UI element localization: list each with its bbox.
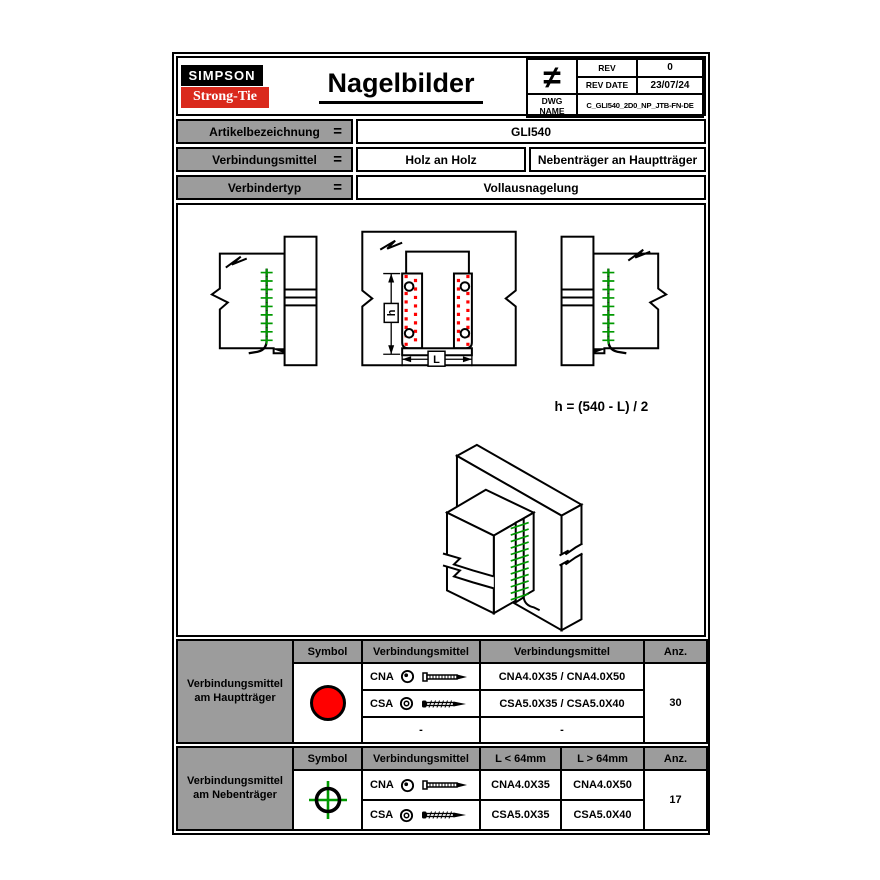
neben-cna-gt: CNA4.0X50: [561, 770, 644, 800]
typ-value: Vollausnagelung: [356, 175, 706, 200]
cna-nail-icon: [421, 671, 469, 683]
logo-strongtie: Strong-Tie: [181, 87, 269, 108]
neben-header-symbol: Symbol: [293, 747, 362, 770]
neben-csa-gt: CSA5.0X40: [561, 800, 644, 830]
info-row-artikel: [176, 119, 706, 144]
typ-label: Verbindertyp: [227, 180, 302, 195]
haupt-symbol-cell: [293, 663, 362, 743]
dwg-name-label: DWG NAME: [527, 94, 577, 117]
crosshair-icon: [306, 778, 350, 822]
main-beam-end: [562, 505, 582, 631]
neben-cna-lt: CNA4.0X35: [480, 770, 561, 800]
vm-label-cell: [176, 147, 353, 172]
vm-value-1: Holz an Holz: [356, 147, 526, 172]
technical-drawing: [178, 205, 708, 635]
haupt-header-symbol: Symbol: [293, 640, 362, 663]
neben-header-anz: Anz.: [644, 747, 707, 770]
csa-screw-icon: [420, 698, 468, 710]
haupt-value-empty: -: [480, 717, 644, 743]
datasheet-document: [172, 52, 710, 835]
info-row-verbindungsmittel: [176, 147, 706, 172]
rev-value: 0: [637, 59, 703, 77]
csa-head-icon: [399, 808, 414, 823]
neben-row-csa: CSA: [362, 800, 480, 830]
neben-header-lt: L < 64mm: [480, 747, 561, 770]
artikel-value: GLI540: [356, 119, 706, 144]
neben-anz-value: 17: [644, 770, 707, 830]
dim-h-label: h: [386, 309, 399, 317]
rev-date-value: 23/07/24: [637, 77, 703, 95]
cna-head-icon: [400, 778, 415, 793]
equals-sign: =: [333, 151, 342, 168]
side-view-right: [562, 237, 667, 366]
height-formula: h = (540 - L) / 2: [554, 399, 649, 415]
neben-header-vm: Verbindungsmittel: [362, 747, 480, 770]
dwg-name-value: C_GLI540_2D0_NP_JTB-FN-DE: [577, 94, 703, 117]
dim-l-label: L: [433, 354, 440, 367]
artikel-label: Artikelbezeichnung: [209, 124, 320, 139]
brand-logo: [178, 58, 276, 114]
equals-sign: =: [333, 179, 342, 196]
haupt-row-empty: -: [362, 717, 480, 743]
haupt-header-vm1: Verbindungsmittel: [362, 640, 480, 663]
page-title: Nagelbilder: [319, 68, 482, 104]
front-view: [362, 232, 515, 366]
haupt-header-anz: Anz.: [644, 640, 707, 663]
haupt-row-csa: CSA: [362, 690, 480, 717]
rev-date-label: REV DATE: [577, 77, 637, 95]
haupt-table-label: Verbindungsmittel am Hauptträger: [177, 640, 293, 743]
isometric-view: [443, 445, 582, 630]
neben-csa-lt: CSA5.0X35: [480, 800, 561, 830]
logo-simpson: SIMPSON: [181, 65, 263, 86]
haupttraeger-fastener-table: [176, 639, 708, 744]
red-circle-icon: [310, 685, 346, 721]
title-block: [526, 58, 704, 118]
neben-symbol-cell: [293, 770, 362, 830]
haupt-value-csa: CSA5.0X35 / CSA5.0X40: [480, 690, 644, 717]
csa-head-icon: [399, 696, 414, 711]
nebentraeger-fastener-table: [176, 746, 708, 831]
haupt-value-cna: CNA4.0X35 / CNA4.0X50: [480, 663, 644, 690]
neben-table-label: Verbindungsmittel am Nebenträger: [177, 747, 293, 830]
document-header: [176, 56, 706, 116]
cna-nail-icon: [421, 779, 469, 791]
neben-row-cna: CNA: [362, 770, 480, 800]
cna-head-icon: [400, 669, 415, 684]
info-row-verbindertyp: [176, 175, 706, 200]
vm-value-2: Nebenträger an Hauptträger: [529, 147, 706, 172]
haupt-row-cna: CNA: [362, 663, 480, 690]
typ-label-cell: [176, 175, 353, 200]
artikel-label-cell: [176, 119, 353, 144]
haupt-anz-value: 30: [644, 663, 707, 743]
drawing-area: [176, 203, 706, 637]
haupt-header-vm2: Verbindungsmittel: [480, 640, 644, 663]
side-view-left: [212, 237, 317, 366]
csa-screw-icon: [420, 809, 468, 821]
vm-label: Verbindungsmittel: [212, 152, 317, 167]
not-equal-icon: ≠: [527, 59, 577, 94]
rev-label: REV: [577, 59, 637, 77]
equals-sign: =: [333, 123, 342, 140]
neben-header-gt: L > 64mm: [561, 747, 644, 770]
